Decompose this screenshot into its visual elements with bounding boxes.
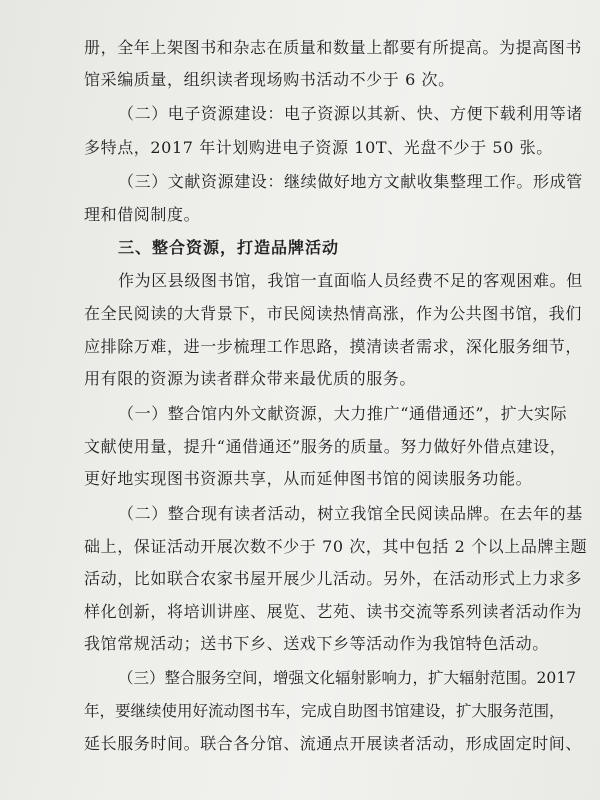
text-line: （一）整合馆内外文献资源，大力推广“通借通还”，扩大实际 [118, 404, 568, 423]
text-line: 应排除万难，进一步梳理工作思路，摸清读者需求，深化服务细节， [84, 337, 583, 356]
section-heading: 三、整合资源，打造品牌活动 [118, 238, 340, 257]
text-line: 馆采编质量，组织读者现场购书活动不少于 6 次。 [84, 70, 455, 89]
text-line: 我馆常规活动；送书下乡、送戏下乡等活动作为我馆特色活动。 [84, 634, 549, 653]
text-line: 理和借阅制度。 [84, 205, 201, 224]
text-line: 册，全年上架图书和杂志在质量和数量上都要有所提高。为提高图书 [84, 38, 583, 57]
text-line: （三）整合服务空间，增强文化辐射影响力，扩大辐射范围。2017 [118, 669, 576, 687]
text-line: 活动，比如联合农家书屋开展少儿活动。另外，在活动形式上力求多 [84, 569, 583, 588]
text-line: 延长服务时间。联合各分馆、流通点开展读者活动，形成固定时间、 [84, 734, 583, 753]
text-line: 年，要继续使用好流动图书车，完成自助图书馆建设，扩大服务范围， [84, 702, 565, 720]
text-line: 样化创新，将培训讲座、展览、艺苑、读书交流等系列读者活动作为 [84, 602, 583, 621]
text-line: 文献使用量，提升“通借通还”服务的质量。努力做好外借点建设， [84, 437, 567, 456]
text-line: 础上，保证活动开展次数不少于 70 次，其中包括 2 个以上品牌主题 [84, 537, 588, 556]
text-line: 在全民阅读的大背景下，市民阅读热情高涨，作为公共图书馆，我们 [84, 304, 583, 323]
text-line: 作为区县级图书馆，我馆一直面临人员经费不足的客观困难。但 [118, 271, 583, 290]
text-line: 多特点，2017 年计划购进电子资源 10T、光盘不少于 50 张。 [84, 138, 553, 157]
text-line: （二）电子资源建设：电子资源以其新、快、方便下载利用等诸 [118, 104, 583, 123]
text-line: （二）整合现有读者活动，树立我馆全民阅读品牌。在去年的基 [118, 504, 583, 523]
text-line: （三）文献资源建设：继续做好地方文献收集整理工作。形成管 [118, 172, 583, 191]
text-line: 用有限的资源为读者群众带来最优质的服务。 [84, 369, 417, 388]
text-line: 更好地实现图书资源共享，从而延伸图书馆的阅读服务功能。 [84, 469, 533, 488]
